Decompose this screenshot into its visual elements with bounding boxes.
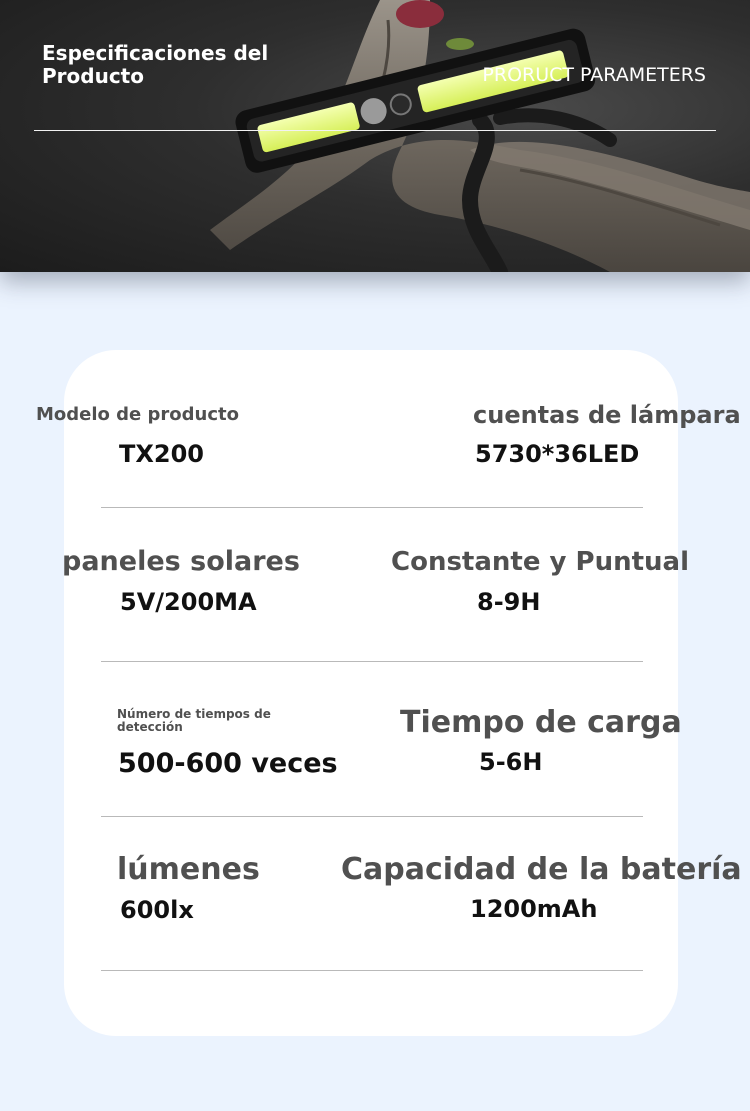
spec-value-detection: 500-600 veces xyxy=(118,748,338,779)
spec-label-constant: Constante y Puntual xyxy=(391,547,689,577)
row-divider xyxy=(101,970,643,971)
spec-value-battery: 1200mAh xyxy=(470,895,598,923)
spec-label-charge-time: Tiempo de carga xyxy=(400,705,682,740)
header-divider xyxy=(34,130,716,131)
spec-value-model: TX200 xyxy=(119,440,204,468)
spec-value-constant: 8-9H xyxy=(477,588,541,616)
spec-label-solar: paneles solares xyxy=(62,546,300,577)
header-banner xyxy=(0,0,750,272)
page-subtitle: PRORUCT PARAMETERS xyxy=(482,64,706,86)
spec-label-lamp-count: cuentas de lámpara xyxy=(473,401,741,429)
spec-label-lumens: lúmenes xyxy=(117,852,260,887)
row-divider xyxy=(101,816,643,817)
spec-value-solar: 5V/200MA xyxy=(120,588,257,616)
row-divider xyxy=(101,661,643,662)
spec-label-model: Modelo de producto xyxy=(36,404,240,425)
spec-value-lamp-count: 5730*36LED xyxy=(475,440,640,468)
spec-value-charge-time: 5-6H xyxy=(479,748,543,776)
row-divider xyxy=(101,507,643,508)
spec-label-battery: Capacidad de la batería xyxy=(341,852,742,887)
page-title: Especificaciones del Producto xyxy=(42,41,269,88)
spec-label-detection: Número de tiempos de detección xyxy=(117,707,271,734)
spec-value-lumens: 600lx xyxy=(120,896,194,924)
